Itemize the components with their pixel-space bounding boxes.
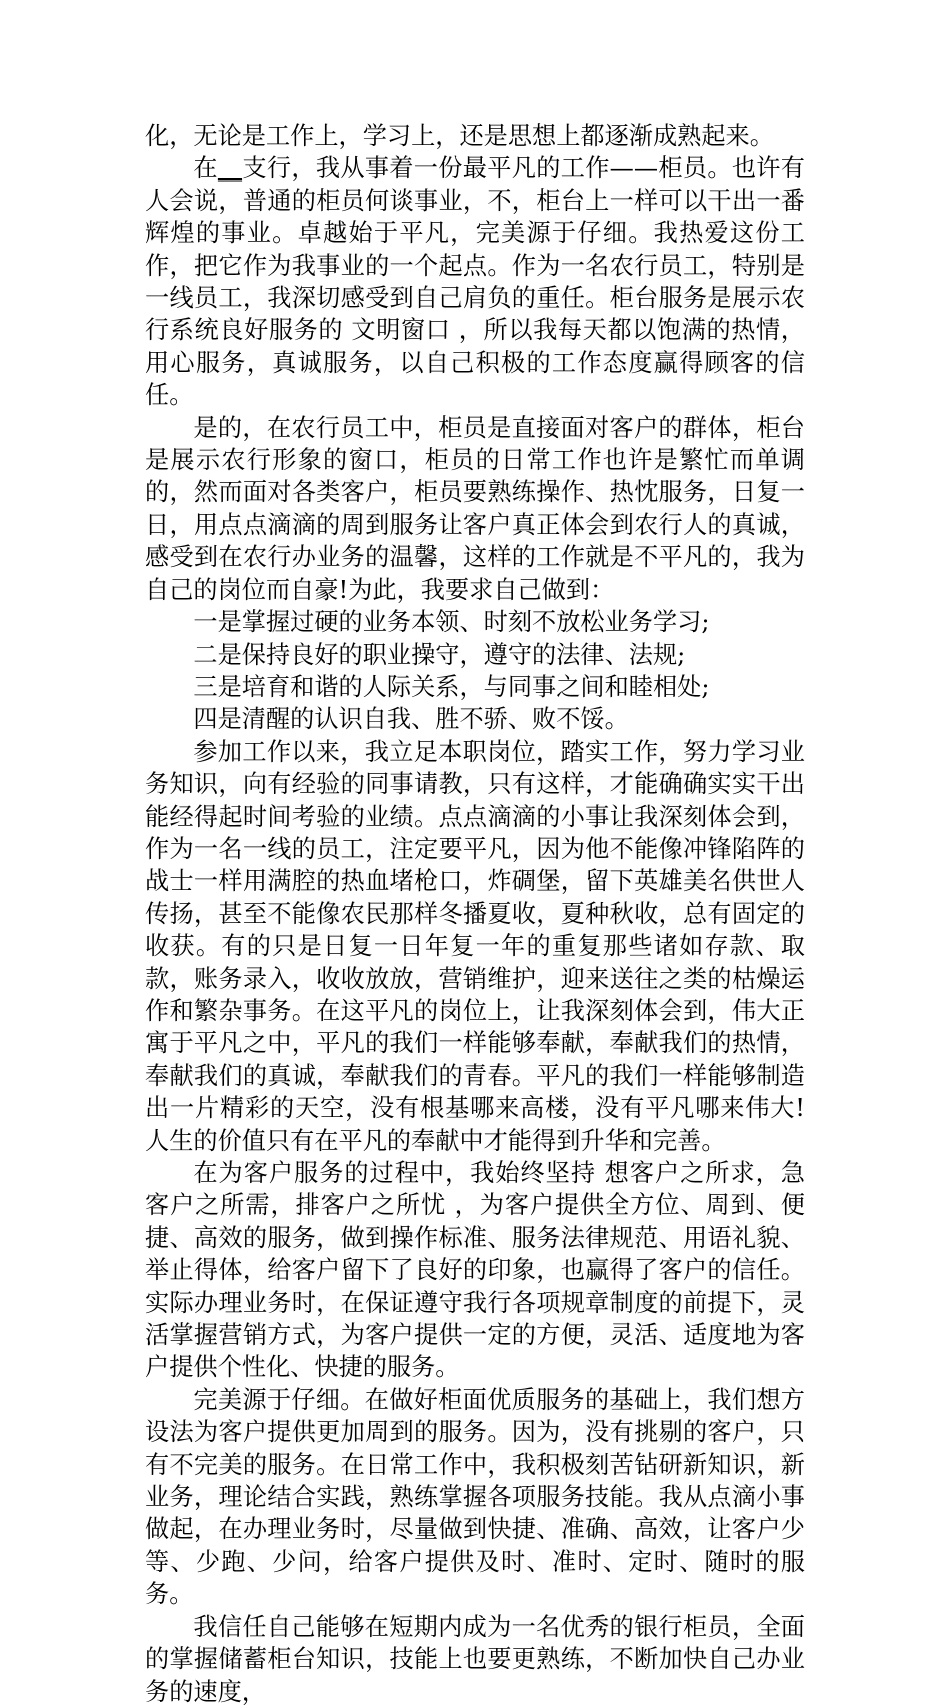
list-item: 二是保持良好的职业操守，遵守的法律、法规; [193, 640, 686, 669]
paragraph-branch-intro [145, 152, 805, 411]
paragraph-prefix: 在 [193, 154, 218, 183]
list-item: 三是培育和谐的人际关系，与同事之间和睦相处; [193, 672, 710, 701]
paragraph-confidence: 我信任自己能够在短期内成为一名优秀的银行柜员，全面的掌握储蓄柜台知识，技能上也要更熟练，不断加快自己办业务的速度， [145, 1612, 805, 1706]
list-item: 四是清醒的认识自我、胜不骄、败不馁。 [193, 705, 629, 734]
list-item: 一是掌握过硬的业务本领、时刻不放松业务学习; [193, 608, 710, 637]
paragraph-perfection: 完美源于仔细。在做好柜面优质服务的基础上，我们想方设法为客户提供更加周到的服务。因为，没有挑剔的客户，只有不完美的服务。在日常工作中，我积极刻苦钻研新知识，新业务，理论结合实践，熟练掌握各项服务技能。我从点滴小事做起，在办理业务时，尽量做到快捷、准确、高效，让客户少等、少跑、少问，给客户提供及时、准时、定时、随时的服务。 [145, 1385, 805, 1609]
paragraph-body: 支行，我从事着一份最平凡的工作——柜员。也许有人会说，普通的柜员何谈事业，不，柜台上一样可以干出一番辉煌的事业。卓越始于平凡，完美源于仔细。我热爱这份工作，把它作为我事业的一个起点。作为一名农行员工，特别是一线员工，我深切感受到自己肩负的重任。柜台服务是展示农行系统良好服务的 文明窗口 ，所以我每天都以饱满的热情，用心服务，真诚服务，以自己积极的工作态度赢得顾客的信任。 [145, 154, 805, 410]
document-page [145, 120, 805, 1708]
paragraph-teller-role: 是的，在农行员工中，柜员是直接面对客户的群体，柜台是展示农行形象的窗口，柜员的日常工作也许是繁忙而单调的，然而面对各类客户，柜员要熟练操作、热忱服务，日复一日，用点点滴滴的周到服务让客户真正体会到农行人的真诚，感受到在农行办业务的温馨，这样的工作就是不平凡的，我为自己的岗位而自豪!为此，我要求自己做到： [145, 413, 805, 604]
paragraph-continuation: 化，无论是工作上，学习上，还是思想上都逐渐成熟起来。 [145, 122, 774, 150]
paragraph-customer-service: 在为客户服务的过程中，我始终坚持 想客户之所求，急客户之所需，排客户之所忧 ，为客户提供全方位、周到、便捷、高效的服务，做到操作标准、服务法律规范、用语礼貌、举止得体，给客户留下了良好的印象，也赢得了客户的信任。实际办理业务时，在保证遵守我行各项规章制度的前提下，灵活掌握营销方式，为客户提供一定的方便，灵活、适度地为客户提供个性化、快捷的服务。 [145, 1159, 805, 1382]
branch-name-blank: __ [217, 154, 243, 183]
paragraph-work-experience: 参加工作以来，我立足本职岗位，踏实工作，努力学习业务知识，向有经验的同事请教，只有这样，才能确确实实干出能经得起时间考验的业绩。点点滴滴的小事让我深刻体会到，作为一名一线的员工，注定要平凡，因为他不能像冲锋陷阵的战士一样用满腔的热血堵枪口，炸碉堡，留下英雄美名供世人传扬，甚至不能像农民那样冬播夏收，夏种秋收，总有固定的收获。有的只是日复一日年复一年的重复那些诸如存款、取款，账务录入，收收放放，营销维护，迎来送往之类的枯燥运作和繁杂事务。在这平凡的岗位上，让我深刻体会到，伟大正寓于平凡之中，平凡的我们一样能够奉献，奉献我们的热情，奉献我们的真诚，奉献我们的青春。平凡的我们一样能够制造出一片精彩的天空，没有根基哪来高楼，没有平凡哪来伟大!人生的价值只有在平凡的奉献中才能得到升华和完善。 [145, 737, 805, 1155]
